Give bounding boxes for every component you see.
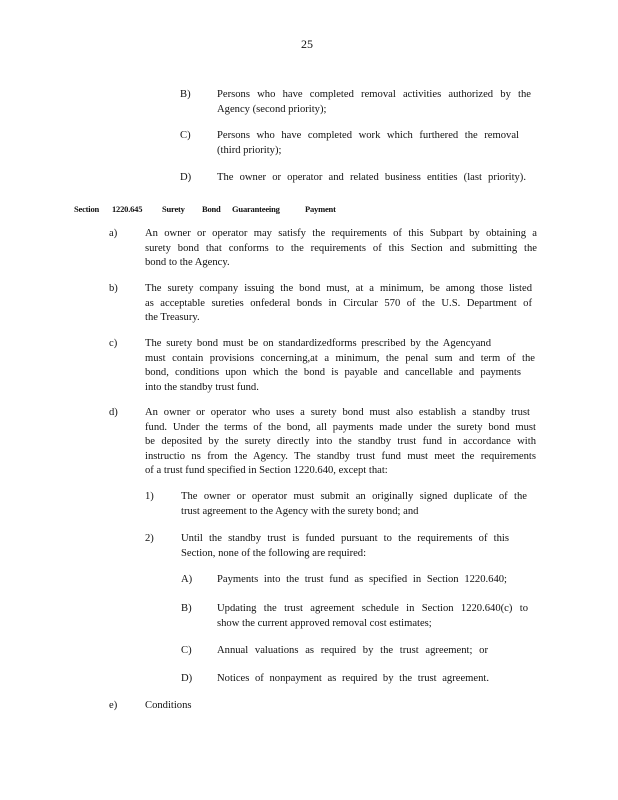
text-line: Notices of nonpayment as required by the trust agreement. (217, 673, 489, 684)
section-title-word-3: Guaranteeing (232, 204, 280, 214)
text-line: fund. Under the terms of the bond, all payments made under the surety bond must (145, 421, 536, 433)
text-line: trust agreement to the Agency with the surety bond; and (181, 505, 419, 517)
text-line: Agency (second priority); (217, 103, 327, 115)
text-line: surety bond that conforms to the requirements of this Section and submitting the (145, 242, 537, 254)
paragraph-a (145, 227, 537, 271)
text-line: instructio ns from the Agency. The standby trust fund must meet the requirements (145, 450, 536, 462)
paragraph-c (145, 337, 535, 395)
text-line: Until the standby trust is funded pursuant to the requirements of this (181, 533, 509, 544)
section-word: Section (74, 204, 100, 214)
text-line: The surety bond must be on standardizedforms prescribed by the Agencyand (145, 338, 491, 349)
section-title-word-1: Surety (162, 204, 185, 214)
para-label-d2: 2) (145, 533, 154, 544)
list-item-D (217, 171, 526, 186)
paragraph-e: Conditions (145, 700, 192, 711)
text-line: Annual valuations as required by the trust agreement; or (217, 645, 488, 656)
para-label-d2C: C) (181, 645, 192, 656)
para-label-a: a) (109, 228, 118, 239)
paragraph-b (145, 282, 532, 326)
para-label-b: b) (109, 283, 118, 294)
list-item-B (217, 88, 531, 117)
section-number: 1220.645 (112, 204, 143, 214)
text-line: of a trust fund specified in Section 1220.640, except that: (145, 465, 388, 476)
paragraph-d2D (217, 672, 489, 687)
para-label-d2A: A) (181, 574, 193, 585)
text-line: An owner or operator who uses a surety bond must also establish a standby trust (145, 407, 530, 418)
paragraph-d (145, 406, 536, 479)
text-line: bond to the Agency. (145, 257, 230, 268)
list-item-C (217, 129, 519, 158)
para-label-d2B: B) (181, 603, 192, 614)
page-number: 25 (301, 37, 313, 51)
section-title-word-2: Bond (202, 204, 221, 214)
text-line: be deposited by the surety directly into the standby trust fund in accordance with (145, 436, 536, 447)
text-line: show the current approved removal cost estimates; (217, 617, 432, 629)
para-label-d1: 1) (145, 491, 154, 502)
section-title-word-4: Payment (305, 204, 336, 214)
text-line: the Treasury. (145, 312, 200, 323)
text-line: into the standby trust fund. (145, 381, 259, 393)
paragraph-d2 (181, 532, 509, 561)
para-label-e: e) (109, 700, 118, 711)
para-label-d: d) (109, 407, 118, 418)
text-line: (third priority); (217, 144, 282, 156)
text-line: as acceptable sureties onfederal bonds in Circular 570 of the U.S. Department of (145, 297, 532, 309)
list-label-C: C) (180, 130, 191, 141)
text-line: must contain provisions concerning,at a minimum, the penal sum and term of the (145, 352, 535, 364)
text-line: Persons who have completed work which furthered the removal (217, 130, 519, 141)
text-line: Persons who have completed removal activities authorized by the (217, 89, 531, 100)
paragraph-d2C (217, 644, 488, 659)
text-line: Updating the trust agreement schedule in Section 1220.640(c) to (217, 603, 528, 614)
text-line: An owner or operator may satisfy the requirements of this Subpart by obtaining a (145, 228, 537, 239)
list-label-B: B) (180, 89, 191, 100)
text-line: The surety company issuing the bond must, at a minimum, be among those listed (145, 283, 532, 294)
text-line: The owner or operator and related business entities (last priority). (217, 172, 526, 183)
para-label-d2D: D) (181, 673, 193, 684)
text-line: Section, none of the following are required: (181, 547, 367, 559)
list-label-D: D) (180, 172, 192, 183)
paragraph-d2B (217, 602, 528, 631)
paragraph-d1 (181, 490, 527, 519)
text-line: bond, conditions upon which the bond is payable and cancellable and payments (145, 367, 521, 378)
para-label-c: c) (109, 338, 118, 349)
text-line: The owner or operator must submit an originally signed duplicate of the (181, 491, 527, 502)
paragraph-d2A (217, 573, 507, 588)
text-line: Payments into the trust fund as specified in Section 1220.640; (217, 574, 507, 585)
